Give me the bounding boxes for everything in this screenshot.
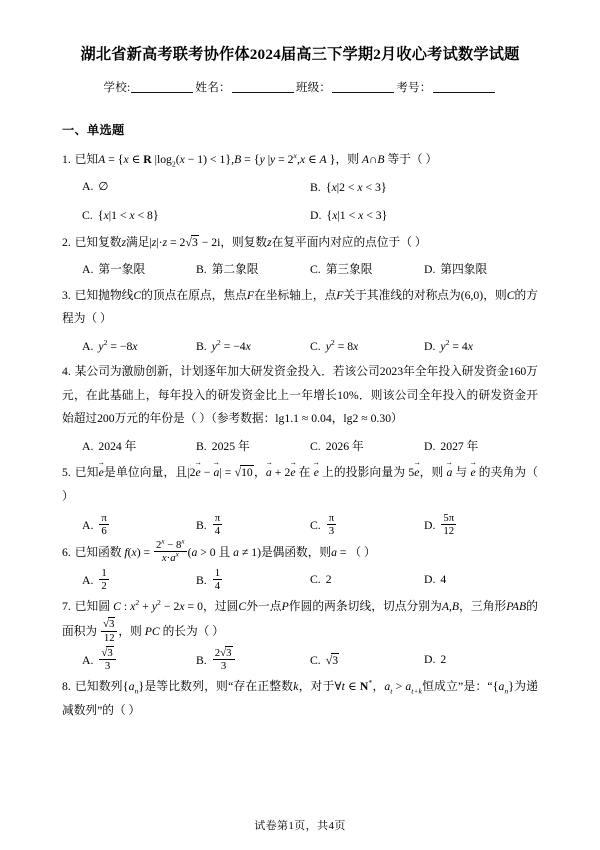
option-value: $\frac{√3}{3}$: [98, 647, 116, 674]
question-5-option-d[interactable]: [424, 512, 538, 539]
page-footer: 试卷第1页，共4页: [254, 820, 346, 832]
option-value: 2026 年: [325, 440, 364, 454]
question-5-number: 5.: [62, 466, 71, 480]
option-label: A.: [82, 574, 94, 588]
option-label: A.: [82, 518, 94, 532]
option-label: D.: [424, 263, 436, 277]
option-value: √3: [325, 652, 339, 667]
option-label: C.: [310, 440, 321, 454]
question-6-number: 6.: [62, 545, 71, 559]
question-3-option-a[interactable]: [82, 334, 196, 360]
option-value: 2024 年: [98, 440, 137, 454]
option-value: $\frac{\pi}{3}$: [328, 511, 335, 537]
question-7-number: 7.: [62, 599, 71, 613]
option-label: B.: [196, 339, 207, 353]
question-5-options: [62, 512, 538, 539]
question-7-option-b[interactable]: [196, 647, 310, 674]
option-value: $y^2 = 4x$: [440, 337, 473, 353]
option-value: 2: [325, 573, 332, 587]
option-label: B.: [310, 181, 321, 195]
question-7-stem: 7. 已知圆 C : $x^2 + y^2 - 2x = 0$，过圆C外一点P作圆的两条切线，切点分别为A,B，三角形PAB的面积为 $\frac{√3}{12}$ ，则 PC 的长为（ ）: [62, 597, 538, 644]
option-value: $\frac{1}{2}$: [101, 567, 107, 593]
option-value: {x|1 < x < 8}: [97, 208, 159, 223]
question-5-option-c[interactable]: [310, 512, 424, 539]
question-7: [62, 595, 538, 644]
school-field-blank[interactable]: [131, 92, 193, 93]
option-value: 2027 年: [440, 440, 479, 454]
question-3-options: [62, 334, 538, 360]
question-5-stem: 5. 已知e →是单位向量，且|2e → − a →| = √10，a → + 2e → 在 e → 上的投影向量为 5e →，则 a → 与 e → 的夹角为（ ）: [62, 460, 538, 508]
option-label: A.: [82, 440, 94, 454]
option-value: $\frac{1}{4}$: [214, 567, 221, 593]
question-4-options: [62, 434, 538, 460]
option-label: B.: [196, 263, 207, 277]
question-6-option-c[interactable]: [310, 567, 424, 594]
option-value: $\frac{2√3}{3}$: [212, 647, 236, 674]
option-value: $y^2 = -4x$: [211, 337, 251, 353]
option-value: $\frac{\pi}{6}$: [101, 511, 107, 537]
class-field-blank[interactable]: [332, 92, 394, 93]
student-info-line: [62, 79, 538, 95]
question-1-number: 1.: [62, 152, 71, 166]
question-4-number: 4.: [62, 365, 71, 379]
question-1-options: [62, 174, 538, 202]
option-label: D.: [424, 518, 436, 532]
option-label: C.: [310, 653, 321, 667]
question-5-option-b[interactable]: [196, 512, 310, 539]
option-label: B.: [196, 518, 207, 532]
question-1-option-b[interactable]: [310, 174, 538, 202]
option-value: 2: [440, 652, 447, 666]
option-label: B.: [196, 654, 207, 668]
question-6-options: [62, 567, 538, 594]
school-field-label: 学校:: [103, 80, 131, 94]
question-4-option-d[interactable]: [424, 434, 538, 460]
class-field-label: 班级：: [295, 80, 332, 94]
name-field-label: 姓名：: [195, 80, 231, 94]
option-value: $y^2 = -8x$: [98, 337, 138, 353]
option-value: $\frac{\pi}{4}$: [214, 511, 221, 537]
option-value: 第四象限: [440, 263, 488, 277]
question-1-option-c[interactable]: [82, 202, 310, 230]
question-8-stem: 8. 已知数列$\{a_n\}$是等比数列，则“存在正整数k，对于∀t ∈ N*，$a_t > a_{t+k}$恒成立”是：“$\{a_n\}$为递减数列”的（ ）: [62, 678, 538, 718]
option-label: C.: [82, 209, 93, 223]
question-1: [62, 147, 538, 172]
option-label: C.: [310, 263, 321, 277]
question-7-option-c[interactable]: [310, 647, 424, 674]
question-5-option-a[interactable]: [82, 512, 196, 539]
exam-number-field-blank[interactable]: [433, 92, 495, 93]
option-label: A.: [82, 654, 94, 668]
question-6-stem: 6. 已知函数 f(x) = $\frac{2^x - 8^x}{x\cdot a^x}$ (a > 0 且 a ≠ 1)是偶函数，则a = （ ）: [62, 537, 376, 564]
option-label: B.: [196, 574, 207, 588]
option-value: $y^2 = 8x$: [325, 337, 359, 353]
question-7-options: [62, 647, 538, 674]
question-6-option-a[interactable]: [82, 567, 196, 594]
question-8: [62, 674, 538, 722]
option-value: {x|1 < x < 3}: [326, 208, 388, 223]
option-label: C.: [310, 518, 321, 532]
option-label: D.: [424, 339, 436, 353]
question-1-options-row2: [62, 202, 538, 230]
option-value: 第一象限: [98, 263, 146, 277]
question-3-option-d[interactable]: [424, 334, 538, 360]
question-3-stem: 3. 已知抛物线C的顶点在原点，焦点F在坐标轴上，点F关于其准线的对称点为(6,0)，则C的方程为（ ）: [62, 288, 538, 326]
option-label: A.: [82, 263, 94, 277]
question-6-option-d[interactable]: [424, 567, 538, 594]
question-3-option-c[interactable]: [310, 334, 424, 360]
question-3: [62, 284, 538, 331]
question-5: [62, 460, 538, 508]
option-value: 第三象限: [325, 263, 373, 277]
name-field-blank[interactable]: [232, 92, 294, 93]
question-2-number: 2.: [62, 235, 71, 249]
option-label: D.: [424, 440, 436, 454]
question-1-option-a[interactable]: [82, 174, 310, 202]
question-2-option-a[interactable]: [82, 257, 196, 283]
option-label: D.: [310, 209, 322, 223]
question-2-options: [62, 257, 538, 283]
question-7-option-d[interactable]: [424, 647, 538, 674]
question-3-number: 3.: [62, 288, 71, 302]
question-1-option-d[interactable]: [310, 202, 538, 230]
question-6-option-b[interactable]: [196, 567, 310, 594]
exam-number-field-label: 考号：: [396, 80, 432, 94]
option-label: B.: [196, 440, 207, 454]
option-label: D.: [424, 652, 436, 666]
question-2-option-d[interactable]: [424, 257, 538, 283]
option-label: D.: [424, 573, 436, 587]
question-2-stem: 2. 已知复数z满足|z|·z = 2√3 − 2i，则复数z在复平面内对应的点位于（ ）: [62, 234, 427, 249]
question-8-number: 8.: [62, 680, 71, 694]
question-3-option-b[interactable]: [196, 334, 310, 360]
option-value: 4: [440, 573, 447, 587]
question-1-stem: 1. 已知A = {x ∈ R $|\log_2(x - 1) < 1\},B = \{y$ $|y = 2^x,x$ ∈ A }，则 A∩B 等于（ ）: [62, 150, 438, 168]
option-label: C.: [310, 339, 321, 353]
option-value: {x|2 < x < 3}: [325, 180, 387, 195]
option-value: 2025 年: [211, 440, 250, 454]
question-2-option-c[interactable]: [310, 257, 424, 283]
question-4-option-c[interactable]: [310, 434, 424, 460]
option-value: ∅: [98, 180, 109, 194]
option-label: C.: [310, 573, 321, 587]
question-4-stem: 4. 某公司为激励创新，计划逐年加大研发资金投入．若该公司2023年全年投入研发资金160万元，在此基础上，每年投入的研发资金比上一年增长10%．则该公司全年投入的研发资金开始超过200万元的年份是（ ）（参考数据：lg1.1 ≈ 0.04，lg2 ≈ 0.30）: [62, 365, 538, 426]
question-2-option-b[interactable]: [196, 257, 310, 283]
question-7-option-a[interactable]: [82, 647, 196, 674]
option-value: 第二象限: [211, 263, 259, 277]
question-4: [62, 360, 538, 431]
question-6: [62, 539, 538, 565]
section-heading-single-choice: 一、单选题: [62, 122, 125, 137]
option-label: A.: [82, 180, 94, 194]
option-label: A.: [82, 339, 94, 353]
question-2: [62, 230, 538, 255]
option-value: $\frac{5\pi}{12}$: [443, 511, 455, 537]
page-title: 湖北省新高考联考协作体2024届高三下学期2月收心考试数学试题: [80, 46, 520, 63]
